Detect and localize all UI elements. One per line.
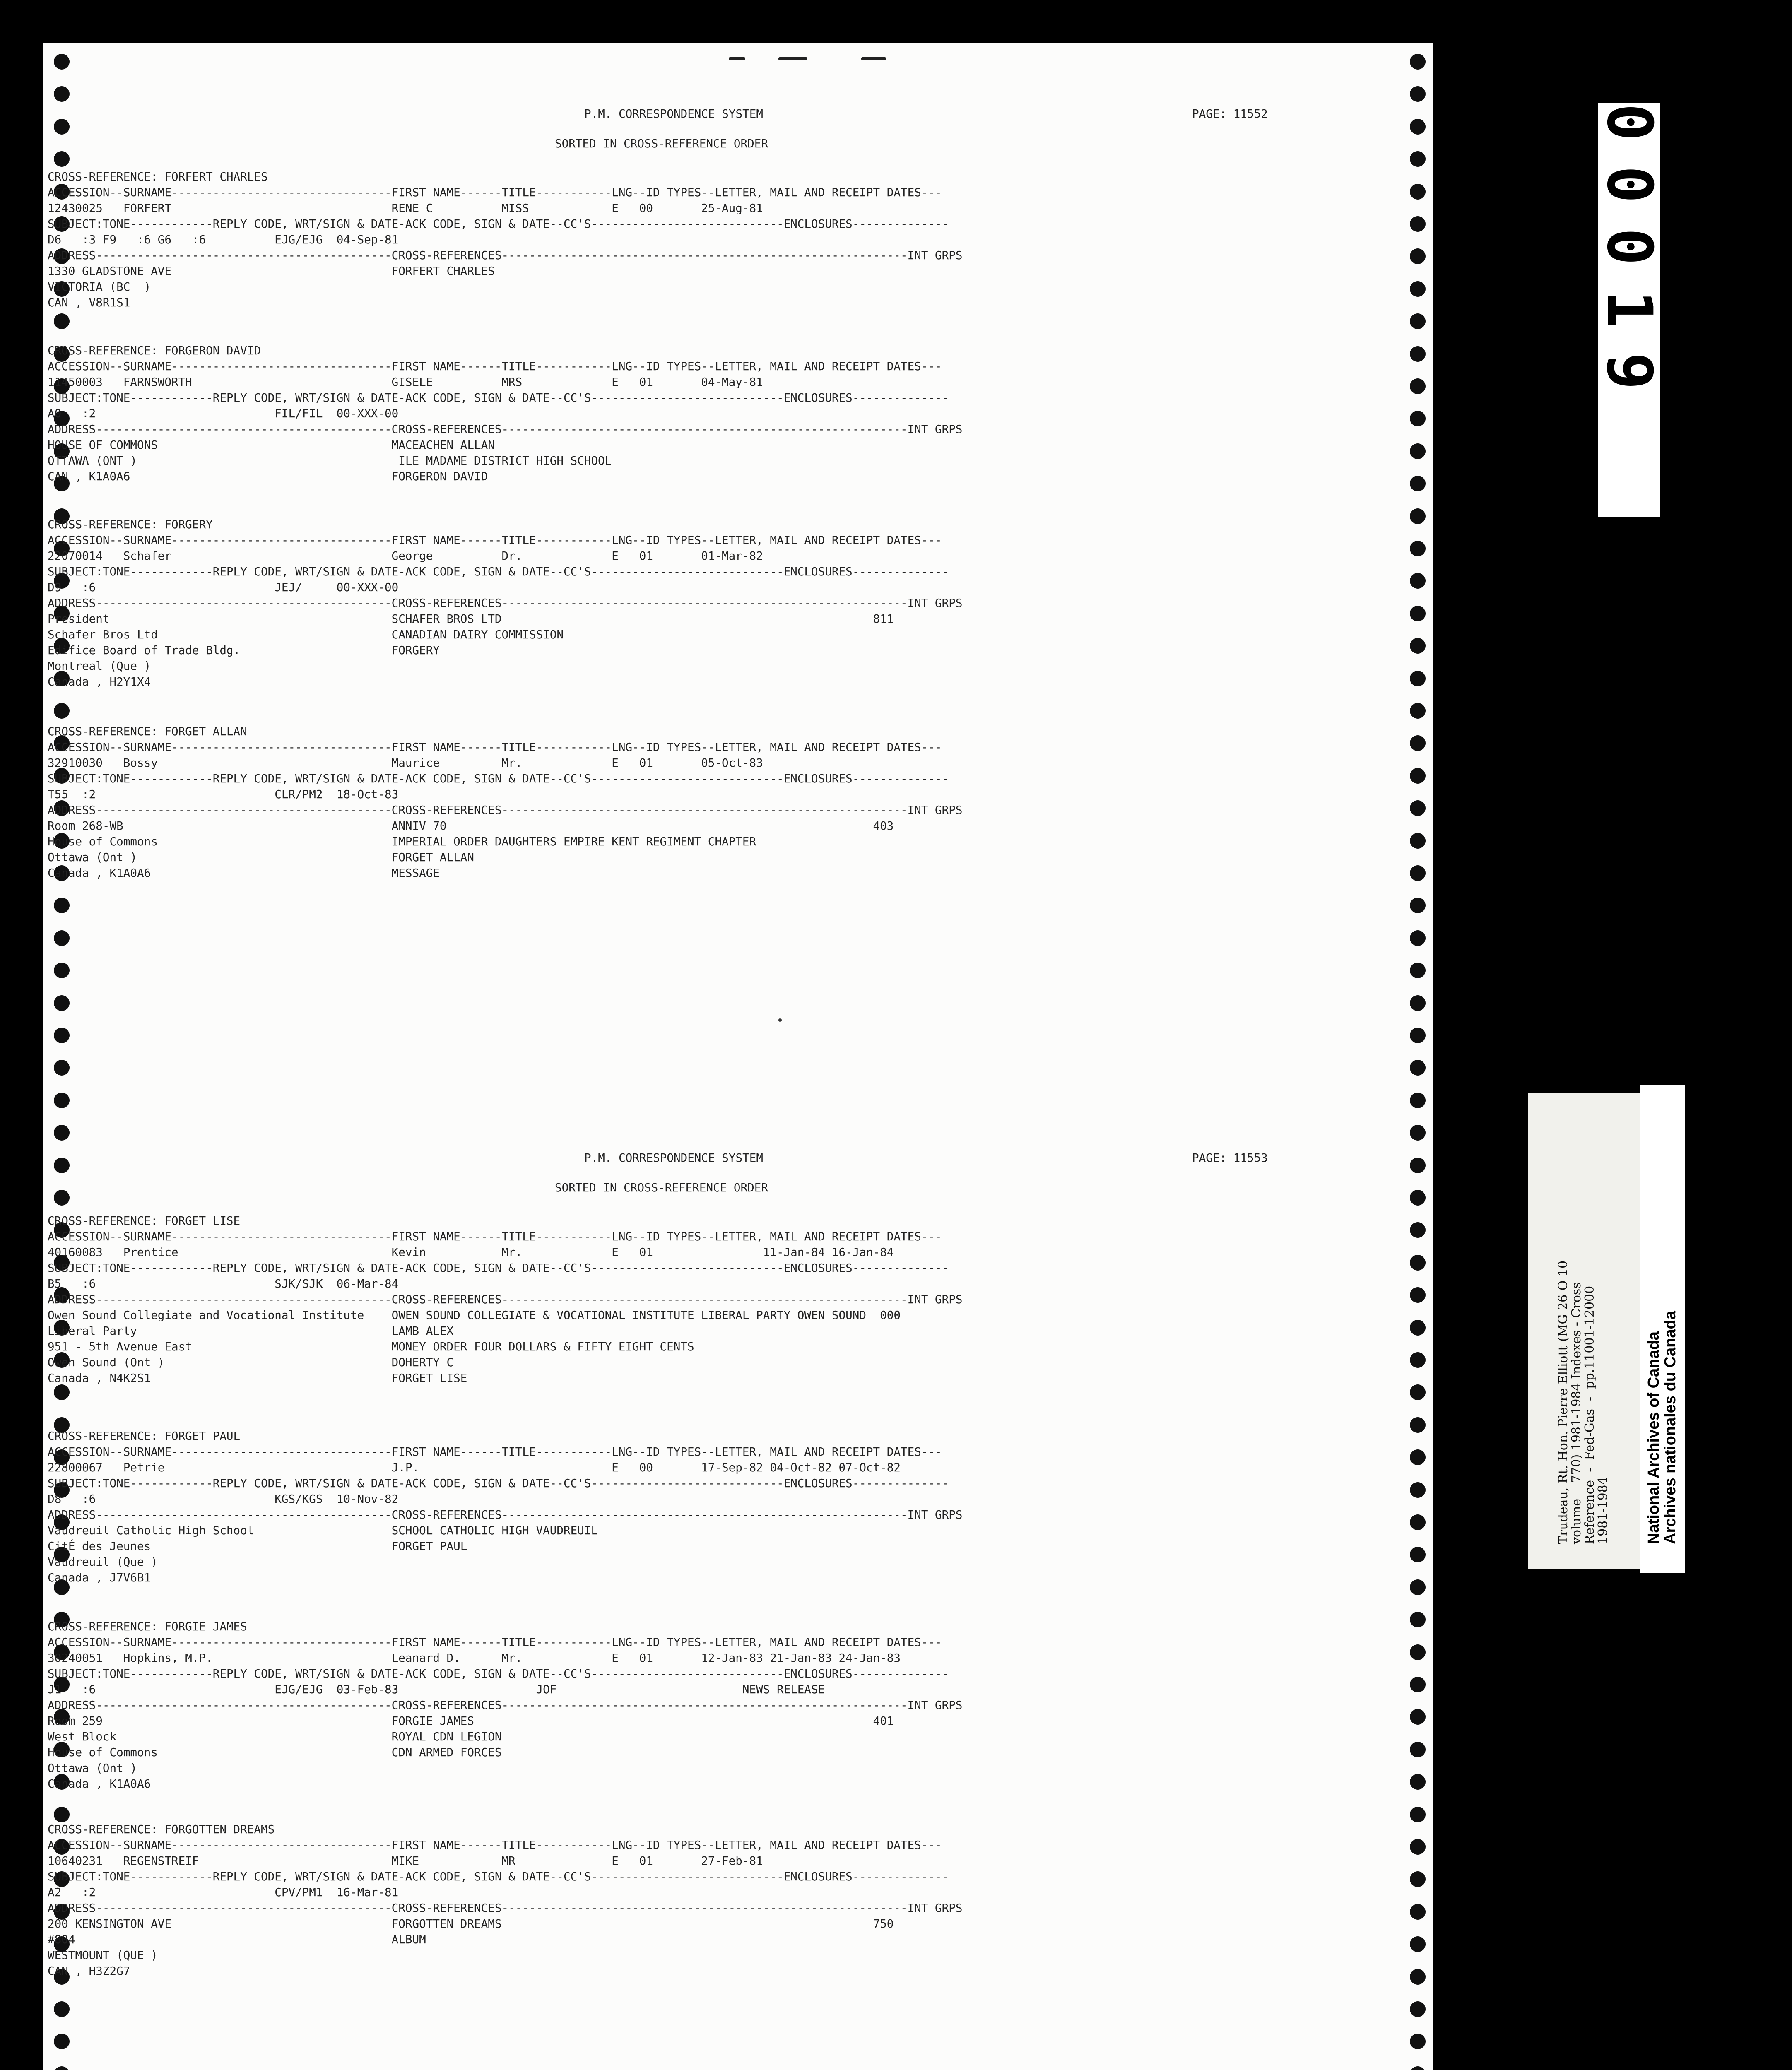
- record-line: D8 :6 KGS/KGS 10-Nov-82: [48, 1492, 399, 1506]
- institution-line-fr: Archives nationales du Canada: [1662, 1311, 1679, 1544]
- cross-reference-heading: CROSS-REFERENCE: FORGERON DAVID: [48, 344, 261, 357]
- tractor-hole: [54, 2034, 70, 2049]
- record-line: SUBJECT:TONE------------REPLY CODE, WRT/SIGN & DATE-ACK CODE, SIGN & DATE--CC'S----------------------------ENCLOSURES--------------: [48, 1476, 949, 1490]
- tractor-hole: [1410, 1482, 1426, 1498]
- tractor-hole: [1410, 898, 1426, 913]
- tractor-hole: [1410, 1449, 1426, 1465]
- record-line: ACCESSION--SURNAME--------------------------------FIRST NAME------TITLE-----------LNG--ID TYPES--LETTER, MAIL AND RECEIPT DATES---: [48, 1230, 942, 1243]
- tractor-hole: [1410, 865, 1426, 881]
- tractor-hole: [54, 54, 70, 70]
- tractor-hole: [1410, 541, 1426, 556]
- tractor-hole: [1410, 443, 1426, 459]
- tractor-hole: [1410, 833, 1426, 849]
- record-line: Ottawa (Ont ): [48, 1761, 137, 1775]
- tractor-hole: [54, 1807, 70, 1822]
- tractor-hole: [1410, 248, 1426, 264]
- cross-reference-heading: CROSS-REFERENCE: FORGOTTEN DREAMS: [48, 1822, 275, 1836]
- archive-reference-text: [1528, 1093, 1640, 1569]
- record-line: SUBJECT:TONE------------REPLY CODE, WRT/SIGN & DATE-ACK CODE, SIGN & DATE--CC'S----------------------------ENCLOSURES--------------: [48, 565, 949, 578]
- tractor-hole: [1410, 606, 1426, 621]
- record-line: West Block ROYAL CDN LEGION: [48, 1730, 502, 1743]
- record-line: D9 :6 JEJ/ 00-XXX-00: [48, 580, 399, 594]
- tractor-hole: [54, 995, 70, 1011]
- tractor-hole: [1410, 1060, 1426, 1076]
- archive-line: Reference - Fed-Gas - pp.11001-12000: [1582, 1285, 1597, 1544]
- tractor-hole: [1410, 1320, 1426, 1336]
- tractor-hole: [1410, 573, 1426, 589]
- record-line: 22800067 Petrie J.P. E 00 17-Sep-82 04-Oct-82 07-Oct-82: [48, 1461, 901, 1474]
- record-line: D6 :3 F9 :6 G6 :6 EJG/EJG 04-Sep-81: [48, 233, 399, 246]
- tractor-hole: [54, 313, 70, 329]
- record-line: Liberal Party LAMB ALEX: [48, 1324, 454, 1338]
- tractor-hole: [1410, 735, 1426, 751]
- tractor-hole: [1410, 281, 1426, 297]
- record-line: ADDRESS-------------------------------------------CROSS-REFERENCES-----------------------------------------------------------INT GRPS: [48, 1698, 963, 1712]
- tractor-hole: [1410, 1709, 1426, 1725]
- record-line: ADDRESS-------------------------------------------CROSS-REFERENCES-----------------------------------------------------------INT GRPS: [48, 596, 963, 610]
- tractor-hole: [1410, 1028, 1426, 1043]
- tractor-hole: [54, 963, 70, 978]
- record-line: CAN , K1A0A6 FORGERON DAVID: [48, 469, 488, 483]
- institution-line-en: National Archives of Canada: [1645, 1331, 1662, 1544]
- page-number: PAGE: 11552: [1192, 107, 1268, 120]
- archive-line: volume 770) 1981-1984 Indexes - Cross: [1569, 1282, 1584, 1544]
- record-line: T55 :2 CLR/PM2 18-Oct-83: [48, 787, 399, 801]
- archive-reference-label: [1528, 1093, 1640, 1569]
- cross-reference-heading: CROSS-REFERENCE: FORGIE JAMES: [48, 1620, 247, 1633]
- tractor-hole: [1410, 1255, 1426, 1271]
- record-line: Edifice Board of Trade Bldg. FORGERY: [48, 643, 440, 657]
- record-line: SUBJECT:TONE------------REPLY CODE, WRT/SIGN & DATE-ACK CODE, SIGN & DATE--CC'S----------------------------ENCLOSURES--------------: [48, 1870, 949, 1883]
- record-line: Canada , N4K2S1 FORGET LISE: [48, 1371, 467, 1385]
- record-line: SUBJECT:TONE------------REPLY CODE, WRT/SIGN & DATE-ACK CODE, SIGN & DATE--CC'S----------------------------ENCLOSURES--------------: [48, 391, 949, 404]
- tractor-hole: [1410, 1287, 1426, 1303]
- cross-reference-heading: CROSS-REFERENCE: FORGET PAUL: [48, 1429, 241, 1443]
- record-line: 40160083 Prentice Kevin Mr. E 01 11-Jan-84 16-Jan-84: [48, 1245, 894, 1259]
- record-line: House of Commons IMPERIAL ORDER DAUGHTERS EMPIRE KENT REGIMENT CHAPTER: [48, 835, 756, 848]
- record-line: Vaudreuil Catholic High School SCHOOL CATHOLIC HIGH VAUDREUIL: [48, 1524, 598, 1537]
- record-line: 951 - 5th Avenue East MONEY ORDER FOUR DOLLARS & FIFTY EIGHT CENTS: [48, 1340, 694, 1353]
- cross-reference-heading: CROSS-REFERENCE: FORGERY: [48, 518, 213, 531]
- tractor-hole: [1410, 2034, 1426, 2049]
- tractor-hole: [1410, 1093, 1426, 1108]
- cross-reference-heading: CROSS-REFERENCE: FORGET LISE: [48, 1214, 241, 1228]
- tractor-hole: [1410, 1936, 1426, 1952]
- tractor-hole: [1410, 476, 1426, 491]
- tractor-hole: [54, 119, 70, 135]
- tractor-hole: [1410, 1774, 1426, 1790]
- tractor-hole: [1410, 1644, 1426, 1660]
- record-line: CAN , H3Z2G7: [48, 1964, 130, 1978]
- record-line: WESTMOUNT (QUE ): [48, 1948, 158, 1962]
- record-line: 12430025 FORFERT RENE C MISS E 00 25-Aug-81: [48, 201, 763, 215]
- record-line: Montreal (Que ): [48, 659, 151, 673]
- tractor-hole: [1410, 1417, 1426, 1433]
- record-line: 11450003 FARNSWORTH GISELE MRS E 01 04-May-81: [48, 375, 763, 389]
- record-line: 10640231 REGENSTREIF MIKE MR E 01 27-Feb-81: [48, 1854, 763, 1868]
- record-line: CitÉ des Jeunes FORGET PAUL: [48, 1539, 467, 1553]
- tractor-hole: [1410, 2001, 1426, 2017]
- tractor-hole: [1410, 313, 1426, 329]
- record-line: Ottawa (Ont ) FORGET ALLAN: [48, 850, 474, 864]
- tractor-hole: [1410, 1969, 1426, 1985]
- institution-text: [1640, 1085, 1685, 1573]
- record-line: President SCHAFER BROS LTD 811: [48, 612, 894, 626]
- record-line: Schafer Bros Ltd CANADIAN DAIRY COMMISSION: [48, 628, 564, 641]
- tractor-hole: [54, 898, 70, 913]
- tractor-hole: [1410, 151, 1426, 167]
- record-line: B5 :6 SJK/SJK 06-Mar-84: [48, 1277, 399, 1290]
- record-line: ACCESSION--SURNAME--------------------------------FIRST NAME------TITLE-----------LNG--ID TYPES--LETTER, MAIL AND RECEIPT DATES---: [48, 1635, 942, 1649]
- tractor-hole: [1410, 411, 1426, 426]
- tractor-hole: [1410, 638, 1426, 654]
- tractor-hole: [1410, 216, 1426, 232]
- tractor-hole: [1410, 1904, 1426, 1920]
- tractor-hole: [1410, 1579, 1426, 1595]
- record-line: #804 ALBUM: [48, 1933, 426, 1946]
- sort-subtitle: SORTED IN CROSS-REFERENCE ORDER: [555, 137, 768, 150]
- tractor-hole: [54, 1028, 70, 1043]
- tractor-hole: [1410, 800, 1426, 816]
- record-line: ACCESSION--SURNAME--------------------------------FIRST NAME------TITLE-----------LNG--ID TYPES--LETTER, MAIL AND RECEIPT DATES---: [48, 185, 942, 199]
- tractor-hole: [54, 151, 70, 167]
- tractor-hole: [54, 1093, 70, 1108]
- archive-line: Trudeau, Rt. Hon. Pierre Elliott (MG 26 O 10: [1556, 1260, 1570, 1544]
- record-line: A0 :2 FIL/FIL 00-XXX-00: [48, 407, 399, 420]
- record-line: Room 268-WB ANNIV 70 403: [48, 819, 894, 833]
- record-line: ADDRESS-------------------------------------------CROSS-REFERENCES-----------------------------------------------------------INT GRPS: [48, 803, 963, 817]
- tractor-hole: [54, 703, 70, 719]
- record-line: ADDRESS-------------------------------------------CROSS-REFERENCES-----------------------------------------------------------INT GRPS: [48, 1901, 963, 1915]
- record-line: SUBJECT:TONE------------REPLY CODE, WRT/SIGN & DATE-ACK CODE, SIGN & DATE--CC'S----------------------------ENCLOSURES--------------: [48, 217, 949, 231]
- record-line: ADDRESS-------------------------------------------CROSS-REFERENCES-----------------------------------------------------------INT GRPS: [48, 422, 963, 436]
- record-line: Canada , K1A0A6 MESSAGE: [48, 866, 440, 880]
- tractor-hole: [1410, 508, 1426, 524]
- record-line: SUBJECT:TONE------------REPLY CODE, WRT/SIGN & DATE-ACK CODE, SIGN & DATE--CC'S----------------------------ENCLOSURES--------------: [48, 772, 949, 785]
- archive-line: 1981-1984: [1596, 1477, 1610, 1544]
- record-line: SUBJECT:TONE------------REPLY CODE, WRT/SIGN & DATE-ACK CODE, SIGN & DATE--CC'S----------------------------ENCLOSURES--------------: [48, 1261, 949, 1275]
- tractor-hole: [1410, 995, 1426, 1011]
- tractor-hole: [1410, 930, 1426, 946]
- record-line: Canada , J7V6B1: [48, 1571, 151, 1584]
- tractor-hole: [1410, 1158, 1426, 1173]
- record-line: ADDRESS-------------------------------------------CROSS-REFERENCES-----------------------------------------------------------INT GRPS: [48, 248, 963, 262]
- tractor-hole: [1410, 963, 1426, 978]
- tractor-hole: [1410, 346, 1426, 362]
- tractor-hole: [1410, 1871, 1426, 1887]
- record-line: 22070014 Schafer George Dr. E 01 01-Mar-82: [48, 549, 763, 563]
- record-line: Owen Sound (Ont ) DOHERTY C: [48, 1355, 454, 1369]
- record-line: 32910030 Bossy Maurice Mr. E 01 05-Oct-83: [48, 756, 763, 770]
- tractor-hole: [1410, 119, 1426, 135]
- tractor-hole: [1410, 1190, 1426, 1206]
- record-line: Owen Sound Collegiate and Vocational Institute OWEN SOUND COLLEGIATE & VOCATIONAL INSTITUTE LIBERAL PARTY OWEN SOUND 000: [48, 1308, 901, 1322]
- tractor-hole: [1410, 1612, 1426, 1627]
- record-line: Canada , H2Y1X4: [48, 675, 151, 688]
- page-number: PAGE: 11553: [1192, 1151, 1268, 1165]
- tractor-hole: [1410, 1839, 1426, 1855]
- record-line: A2 :2 CPV/PM1 16-Mar-81: [48, 1885, 399, 1899]
- reel-number-strip: [1593, 104, 1665, 518]
- cross-reference-heading: CROSS-REFERENCE: FORGET ALLAN: [48, 724, 247, 738]
- tractor-hole: [1410, 703, 1426, 719]
- right-tractor-holes: [1410, 54, 1426, 2070]
- tractor-hole: [54, 1190, 70, 1206]
- tractor-hole: [1410, 2066, 1426, 2070]
- tractor-hole: [1410, 1547, 1426, 1562]
- tractor-hole: [1410, 1677, 1426, 1692]
- tractor-hole: [54, 930, 70, 946]
- sort-subtitle: SORTED IN CROSS-REFERENCE ORDER: [555, 1181, 768, 1194]
- record-line: House of Commons CDN ARMED FORCES: [48, 1745, 502, 1759]
- tractor-hole: [54, 1125, 70, 1141]
- record-line: ADDRESS-------------------------------------------CROSS-REFERENCES-----------------------------------------------------------INT GRPS: [48, 1293, 963, 1306]
- tractor-hole: [1410, 1514, 1426, 1530]
- tractor-hole: [1410, 768, 1426, 784]
- record-line: ACCESSION--SURNAME--------------------------------FIRST NAME------TITLE-----------LNG--ID TYPES--LETTER, MAIL AND RECEIPT DATES---: [48, 359, 942, 373]
- record-line: CAN , V8R1S1: [48, 296, 130, 309]
- record-line: 200 KENSINGTON AVE FORGOTTEN DREAMS 750: [48, 1917, 894, 1930]
- tractor-hole: [54, 1158, 70, 1173]
- cross-reference-heading: CROSS-REFERENCE: FORFERT CHARLES: [48, 170, 268, 183]
- tractor-hole: [1410, 1222, 1426, 1238]
- tractor-hole: [54, 2066, 70, 2070]
- record-line: OTTAWA (ONT ) ILE MADAME DISTRICT HIGH SCHOOL: [48, 454, 612, 467]
- tractor-hole: [1410, 1384, 1426, 1400]
- speck: [778, 1018, 782, 1022]
- record-line: ACCESSION--SURNAME--------------------------------FIRST NAME------TITLE-----------LNG--ID TYPES--LETTER, MAIL AND RECEIPT DATES---: [48, 533, 942, 547]
- tractor-hole: [1410, 1352, 1426, 1368]
- tear-marks: [729, 54, 919, 65]
- record-line: ACCESSION--SURNAME--------------------------------FIRST NAME------TITLE-----------LNG--ID TYPES--LETTER, MAIL AND RECEIPT DATES---: [48, 1445, 942, 1459]
- record-line: 30240051 Hopkins, M.P. Leanard D. Mr. E 01 12-Jan-83 21-Jan-83 24-Jan-83: [48, 1651, 901, 1665]
- tractor-hole: [54, 1060, 70, 1076]
- tractor-hole: [1410, 1807, 1426, 1822]
- record-line: 1330 GLADSTONE AVE FORFERT CHARLES: [48, 264, 495, 278]
- tractor-hole: [1410, 184, 1426, 200]
- tractor-hole: [54, 2001, 70, 2017]
- tractor-hole: [1410, 86, 1426, 102]
- system-title: P.M. CORRESPONDENCE SYSTEM: [584, 107, 763, 120]
- system-title: P.M. CORRESPONDENCE SYSTEM: [584, 1151, 763, 1165]
- record-line: ACCESSION--SURNAME--------------------------------FIRST NAME------TITLE-----------LNG--ID TYPES--LETTER, MAIL AND RECEIPT DATES---: [48, 1838, 942, 1852]
- record-line: SUBJECT:TONE------------REPLY CODE, WRT/SIGN & DATE-ACK CODE, SIGN & DATE--CC'S----------------------------ENCLOSURES--------------: [48, 1667, 949, 1680]
- reel-number: 00019: [1593, 104, 1665, 415]
- record-line: VICTORIA (BC ): [48, 280, 151, 294]
- record-line: Vaudreuil (Que ): [48, 1555, 158, 1569]
- record-line: J1 :6 EJG/EJG 03-Feb-83 JOF NEWS RELEASE: [48, 1682, 825, 1696]
- tractor-hole: [54, 86, 70, 102]
- record-line: ADDRESS-------------------------------------------CROSS-REFERENCES-----------------------------------------------------------INT GRPS: [48, 1508, 963, 1521]
- record-line: ACCESSION--SURNAME--------------------------------FIRST NAME------TITLE-----------LNG--ID TYPES--LETTER, MAIL AND RECEIPT DATES---: [48, 740, 942, 754]
- tractor-hole: [1410, 378, 1426, 394]
- record-line: Room 259 FORGIE JAMES 401: [48, 1714, 894, 1728]
- tractor-hole: [1410, 671, 1426, 686]
- tractor-hole: [54, 1384, 70, 1400]
- record-line: HOUSE OF COMMONS MACEACHEN ALLAN: [48, 438, 495, 452]
- tractor-hole: [1410, 1742, 1426, 1757]
- tractor-hole: [1410, 1125, 1426, 1141]
- tractor-hole: [1410, 54, 1426, 70]
- institution-label: [1640, 1085, 1685, 1573]
- record-line: Canada , K1A0A6: [48, 1777, 151, 1791]
